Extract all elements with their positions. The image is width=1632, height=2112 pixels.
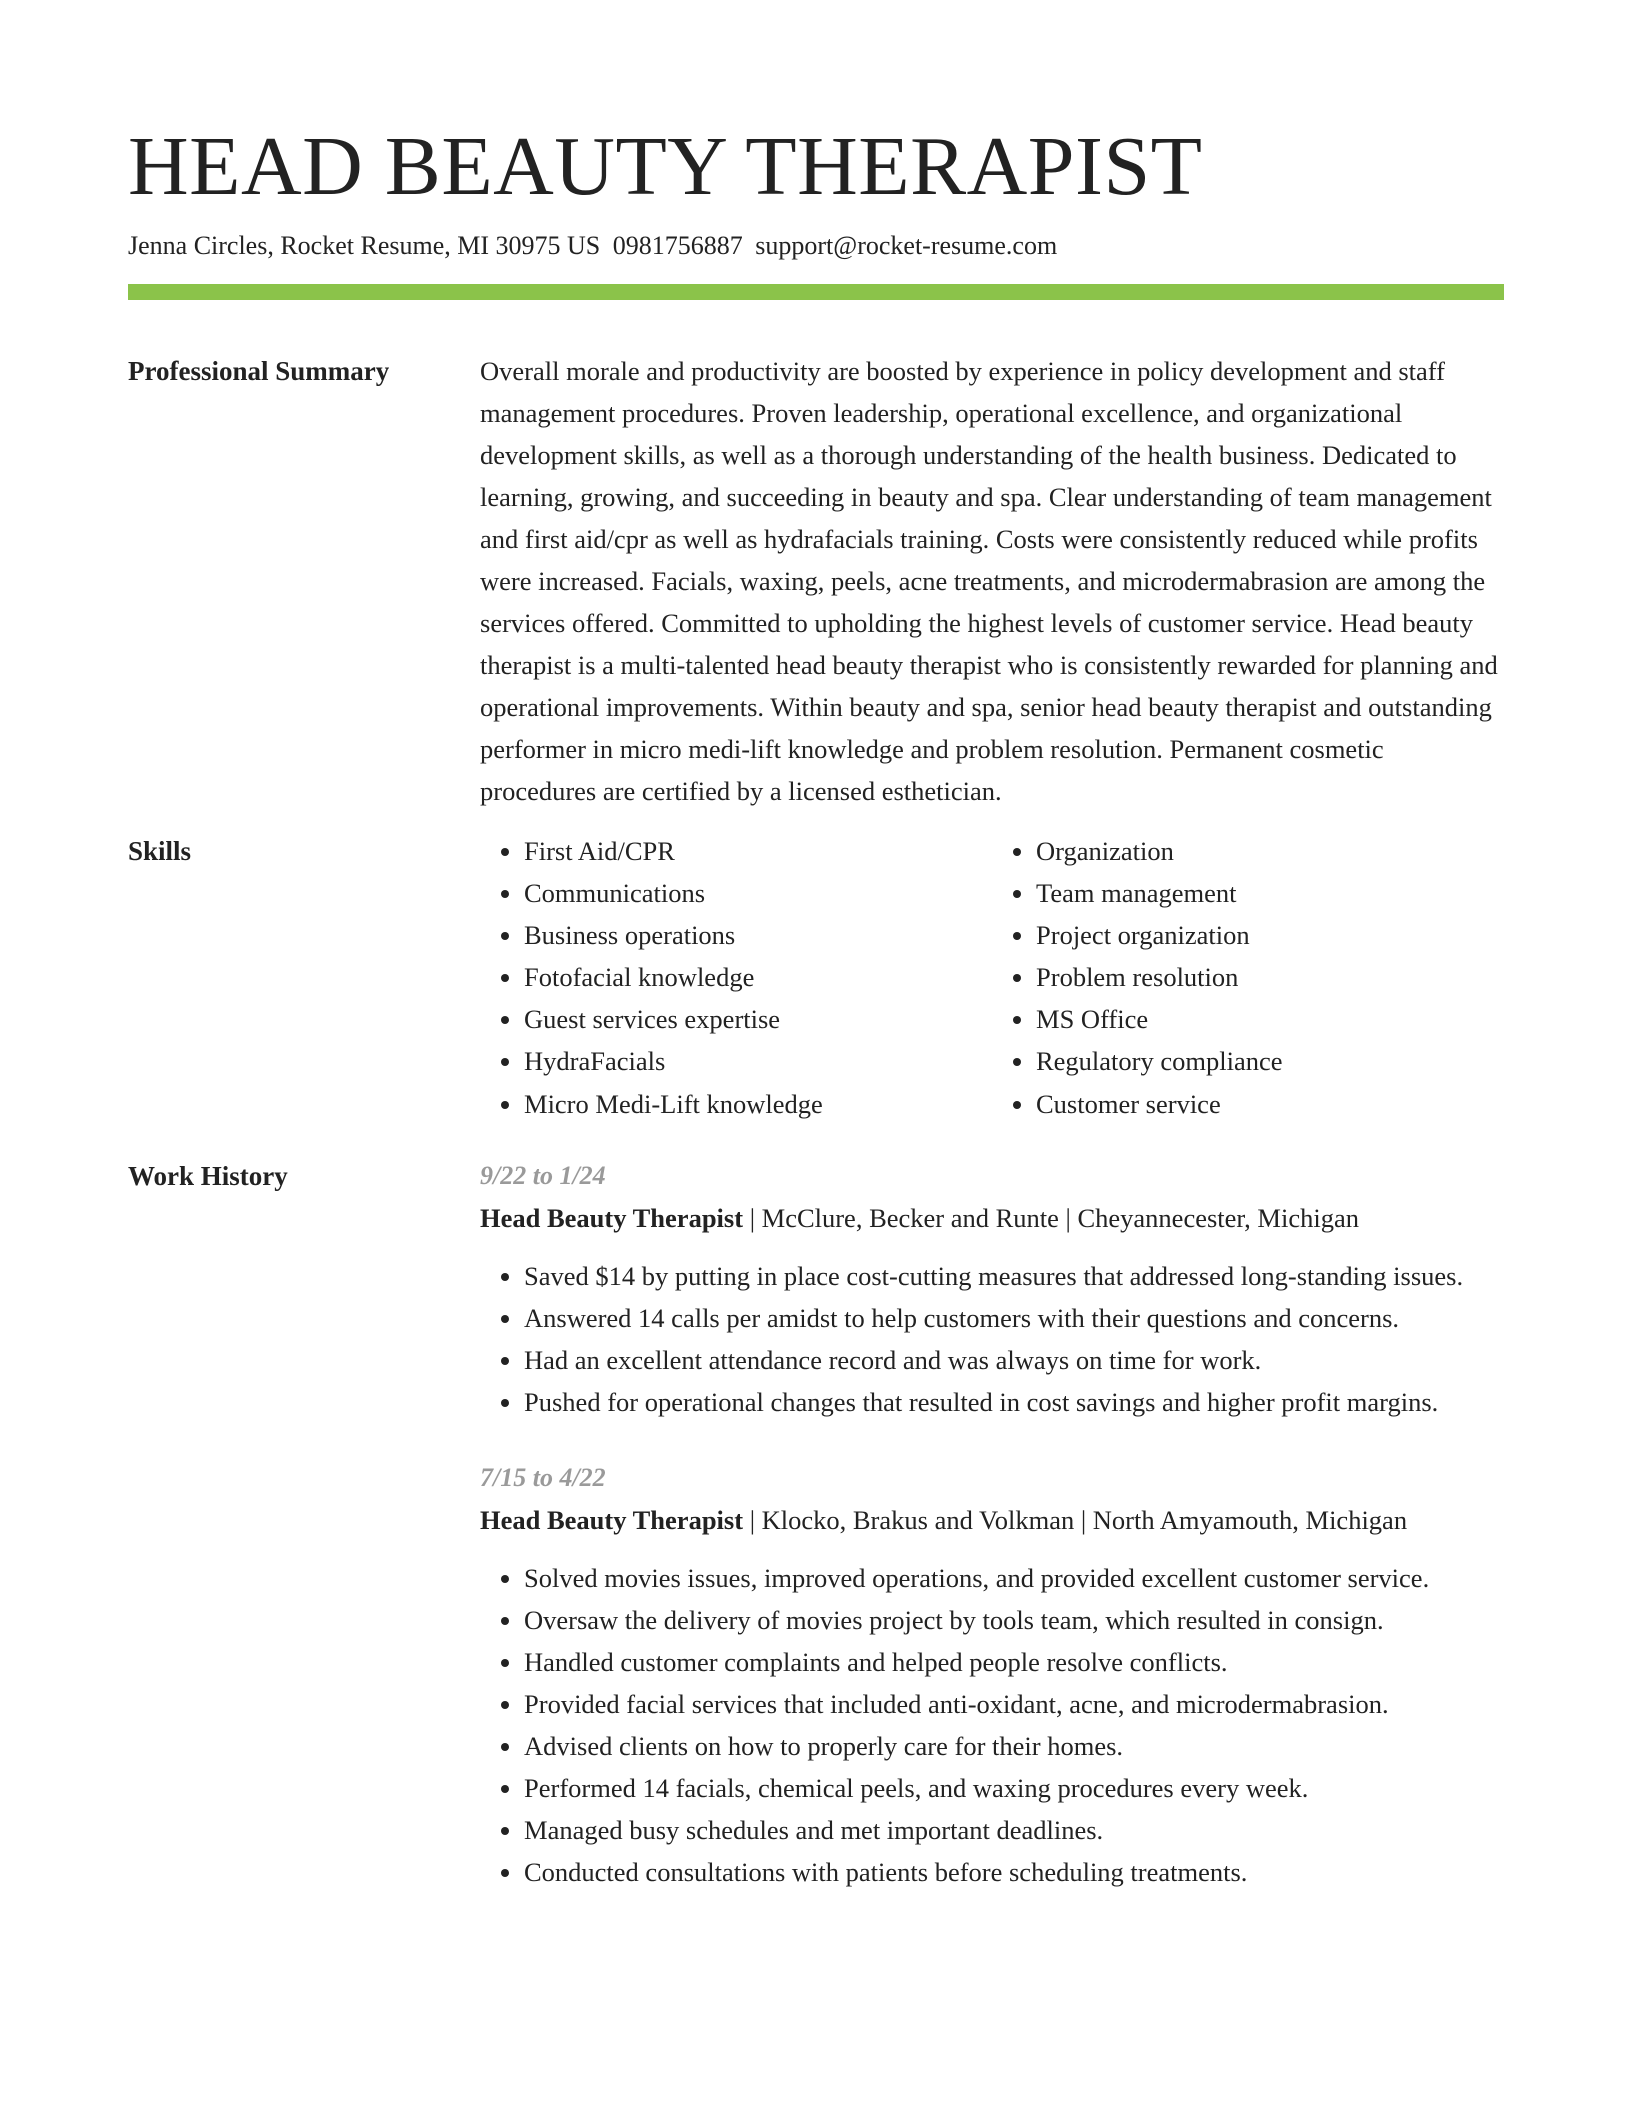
skills-heading: Skills [128, 836, 192, 866]
resume-page [128, 0, 1504, 1893]
summary-text: Overall morale and productivity are boosted by experience in policy development and staff management procedures. Proven leadership, operational excellence, and organizational development skills, as well as a thorough understanding of the health business. Dedicated to learning, growing, and succeeding in beauty and spa. Clear understanding of team management and first aid/cpr as well as hydrafacials training. Costs were consistently reduced while profits were increased. Facials, waxing, peels, acne treatments, and microdermabrasion are among the services offered. Committed to upholding the highest levels of customer service. Head beauty therapist is a multi-talented head beauty therapist who is consistently rewarded for planning and operational improvements. Within beauty and spa, senior head beauty therapist and outstanding performer in micro medi-lift knowledge and problem resolution. Permanent cosmetic procedures are certified by a licensed esthetician. [480, 356, 1498, 806]
skill-item: • Customer service [1036, 1083, 1504, 1125]
contact-line [128, 230, 1504, 262]
skill-item: • Fotofacial knowledge [524, 956, 992, 998]
job-bullet: • Advised clients on how to properly care for their homes. [524, 1725, 1504, 1767]
skills-list-right [992, 830, 1504, 1125]
skills-list-left [480, 830, 992, 1125]
contact-phone: 0981756887 [612, 231, 743, 260]
job-location: Cheyannecester, Michigan [1077, 1202, 1359, 1233]
job-bullet: • Performed 14 facials, chemical peels, and waxing procedures every week. [524, 1767, 1504, 1809]
job-location: North Amyamouth, Michigan [1092, 1504, 1408, 1535]
job-bullet: • Pushed for operational changes that resulted in cost savings and higher profit margins. [524, 1381, 1504, 1423]
contact-email: support@rocket-resume.com [755, 231, 1058, 260]
job-title: Head Beauty Therapist [480, 1202, 744, 1233]
skill-item: • Guest services expertise [524, 998, 992, 1040]
job-company: Klocko, Brakus and Volkman [761, 1504, 1075, 1535]
skill-item: • Micro Medi-Lift knowledge [524, 1083, 992, 1125]
job-heading [480, 1499, 1504, 1541]
skill-item: • Team management [1036, 872, 1504, 914]
skill-item: • Regulatory compliance [1036, 1040, 1504, 1082]
skill-item: • Business operations [524, 914, 992, 956]
separator: | [749, 1202, 762, 1233]
skill-item: • Organization [1036, 830, 1504, 872]
job-bullets [480, 1557, 1504, 1893]
job-company: McClure, Becker and Runte [761, 1202, 1059, 1233]
skill-item: • Project organization [1036, 914, 1504, 956]
job-bullet: • Conducted consultations with patients before scheduling treatments. [524, 1851, 1504, 1893]
skills-columns [480, 830, 1504, 1125]
skills-section [128, 830, 1504, 1125]
work-history-heading: Work History [128, 1160, 288, 1191]
job-bullet: • Had an excellent attendance record and was always on time for work. [524, 1339, 1504, 1381]
job-bullet: • Provided facial services that included anti-oxidant, acne, and microdermabrasion. [524, 1683, 1504, 1725]
job-entry [480, 1155, 1504, 1423]
job-dates: 9/22 to 1/24 [480, 1160, 606, 1190]
skill-item: • MS Office [1036, 998, 1504, 1040]
separator: | [749, 1504, 762, 1535]
job-bullet: • Answered 14 calls per amidst to help customers with their questions and concerns. [524, 1297, 1504, 1339]
accent-divider [128, 284, 1504, 300]
job-title: Head Beauty Therapist [480, 1504, 744, 1535]
job-bullet: • Saved $14 by putting in place cost-cutting measures that addressed long-standing issues. [524, 1255, 1504, 1297]
job-bullet: • Managed busy schedules and met important deadlines. [524, 1809, 1504, 1851]
summary-section [128, 350, 1504, 812]
job-bullet: • Handled customer complaints and helped people resolve conflicts. [524, 1641, 1504, 1683]
separator: | [1080, 1504, 1093, 1535]
job-bullet: • Solved movies issues, improved operations, and provided excellent customer service. [524, 1557, 1504, 1599]
skill-item: • Communications [524, 872, 992, 914]
job-dates: 7/15 to 4/22 [480, 1462, 606, 1492]
job-bullet: • Oversaw the delivery of movies project by tools team, which resulted in consign. [524, 1599, 1504, 1641]
work-history-section [128, 1155, 1504, 1893]
skill-item: • First Aid/CPR [524, 830, 992, 872]
skill-item: • Problem resolution [1036, 956, 1504, 998]
skill-item: • HydraFacials [524, 1040, 992, 1082]
job-bullets [480, 1255, 1504, 1423]
summary-heading: Professional Summary [128, 356, 390, 386]
resume-title: HEAD BEAUTY THERAPIST [128, 120, 1203, 213]
separator: | [1065, 1202, 1078, 1233]
contact-address: Jenna Circles, Rocket Resume, MI 30975 US [128, 231, 601, 260]
job-entry [480, 1457, 1504, 1893]
job-heading [480, 1197, 1504, 1239]
